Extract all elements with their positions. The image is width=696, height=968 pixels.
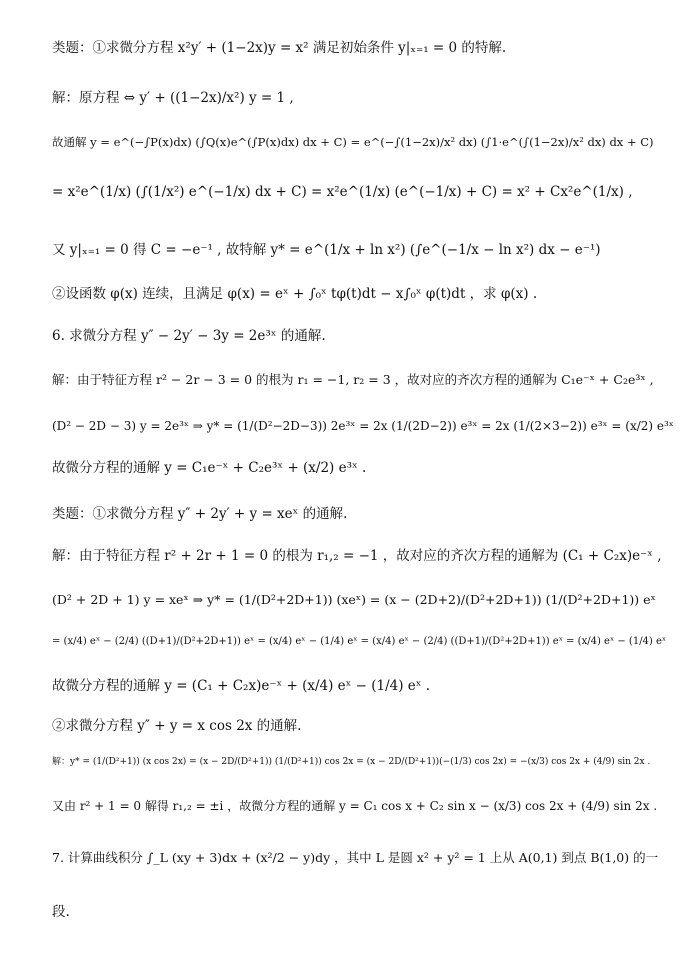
text-line-16: ②求微分方程 y″ + y = x cos 2x 的通解. <box>52 718 302 734</box>
text-line-3: 故通解 y = e^(−∫P(x)dx) (∫Q(x)e^(∫P(x)dx) dx + C) = e^(−∫(1−2x)/x² dx) (∫1·e^(∫(1−2x)/x² dx) dx + C) <box>52 135 654 149</box>
text-line-10: 故微分方程的通解 y = C₁e⁻ˣ + C₂e³ˣ + (x/2) e³ˣ . <box>52 460 367 476</box>
text-line-20: 段. <box>52 904 70 920</box>
text-line-9: (D² − 2D − 3) y = 2e³ˣ ⇒ y* = (1/(D²−2D−3)) 2e³ˣ = 2x (1/(2D−2)) e³ˣ = 2x (1/(2×3−2)) e³ˣ = (x/2) e³ˣ <box>52 419 674 433</box>
text-line-5: 又 y|ₓ₌₁ = 0 得 C = −e⁻¹ , 故特解 y* = e^(1/x + ln x²) (∫e^(−1/x − ln x²) dx − e⁻¹) <box>52 242 601 258</box>
text-line-12: 解：由于特征方程 r² + 2r + 1 = 0 的根为 r₁,₂ = −1 ，故对应的齐次方程的通解为 (C₁ + C₂x)e⁻ˣ , <box>52 548 662 564</box>
text-line-4: = x²e^(1/x) (∫(1/x²) e^(−1/x) dx + C) = x²e^(1/x) (e^(−1/x) + C) = x² + Cx²e^(1/x) , <box>52 184 633 200</box>
text-line-17: 解：y* = (1/(D²+1)) (x cos 2x) = (x − 2D/(D²+1)) (1/(D²+1)) cos 2x = (x − 2D/(D²+1))(−(1/3) cos 2x) = −(x/3) cos 2x + (4/9) sin 2x . <box>52 757 651 767</box>
text-line-1: 类题：①求微分方程 x²y′ + (1−2x)y = x² 满足初始条件 y|ₓ₌₁ = 0 的特解. <box>52 40 507 56</box>
text-line-15: 故微分方程的通解 y = (C₁ + C₂x)e⁻ˣ + (x/4) eˣ − (1/4) eˣ . <box>52 678 431 694</box>
text-line-8: 解：由于特征方程 r² − 2r − 3 = 0 的根为 r₁ = −1, r₂ = 3 ，故对应的齐次方程的通解为 C₁e⁻ˣ + C₂e³ˣ , <box>52 372 654 387</box>
text-line-2: 解：原方程 ⇔ y′ + ((1−2x)/x²) y = 1 , <box>52 90 294 106</box>
text-line-11: 类题：①求微分方程 y″ + 2y′ + y = xeˣ 的通解. <box>52 506 348 522</box>
text-line-13: (D² + 2D + 1) y = xeˣ ⇒ y* = (1/(D²+2D+1)) (xeˣ) = (x − (2D+2)/(D²+2D+1)) (1/(D²+2D+1)) eˣ <box>52 592 656 607</box>
text-line-19: 7. 计算曲线积分 ∫_L (xy + 3)dx + (x²/2 − y)dy ，其中 L 是圆 x² + y² = 1 上从 A(0,1) 到点 B(1,0) 的一 <box>52 850 659 865</box>
text-line-18: 又由 r² + 1 = 0 解得 r₁,₂ = ±i ，故微分方程的通解 y = C₁ cos x + C₂ sin x − (x/3) cos 2x + (4/9) sin 2x . <box>52 799 658 813</box>
text-line-6: ②设函数 φ(x) 连续，且满足 φ(x) = eˣ + ∫₀ˣ tφ(t)dt − x∫₀ˣ φ(t)dt ，求 φ(x) . <box>52 286 538 302</box>
text-line-7: 6. 求微分方程 y″ − 2y′ − 3y = 2e³ˣ 的通解. <box>52 328 326 344</box>
text-line-14: = (x/4) eˣ − (2/4) ((D+1)/(D²+2D+1)) eˣ = (x/4) eˣ − (1/4) eˣ = (x/4) eˣ − (2/4) ((D+1)/(D²+2D+1)) eˣ = (x/4) eˣ − (1/4) eˣ <box>52 636 667 647</box>
